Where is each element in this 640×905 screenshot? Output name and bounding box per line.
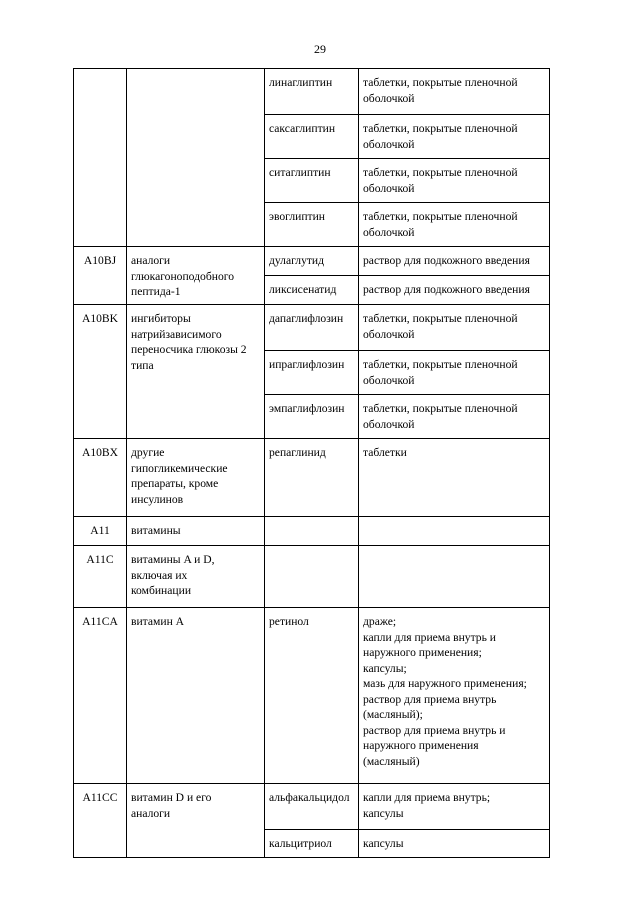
dosage-form-cell: драже; капли для приема внутрь и наружного применения; капсулы; мазь для наружного применения; раствор для приема внутрь (масляный); раствор для приема внутрь и наружного применения (масляный): [359, 608, 550, 784]
atc-code-cell: A11CC: [74, 784, 127, 858]
dosage-form-cell: капсулы: [359, 830, 550, 858]
dosage-form-cell: таблетки, покрытые пленочной оболочкой: [359, 69, 550, 115]
drug-name-cell: саксаглиптин: [265, 115, 359, 159]
atc-code-cell: A11C: [74, 546, 127, 608]
drug-name-cell: ретинол: [265, 608, 359, 784]
table-row: [74, 546, 550, 608]
atc-code-cell: A11: [74, 517, 127, 546]
drug-name-cell: кальцитриол: [265, 830, 359, 858]
table-row: [74, 517, 550, 546]
dosage-form-cell: таблетки, покрытые пленочной оболочкой: [359, 159, 550, 203]
group-cell: [127, 69, 265, 247]
drug-name-cell: дапаглифлозин: [265, 305, 359, 351]
dosage-form-cell: таблетки, покрытые пленочной оболочкой: [359, 203, 550, 247]
drug-name-cell: ипраглифлозин: [265, 351, 359, 395]
atc-code-cell: A11CA: [74, 608, 127, 784]
table-row: [74, 784, 550, 830]
drug-name-cell: линаглиптин: [265, 69, 359, 115]
drug-name-cell: репаглинид: [265, 439, 359, 517]
drug-name-cell: эмпаглифлозин: [265, 395, 359, 439]
dosage-form-cell: [359, 517, 550, 546]
dosage-form-cell: раствор для подкожного введения: [359, 247, 550, 276]
group-cell: ингибиторы натрийзависимого переносчика глюкозы 2 типа: [127, 305, 265, 439]
drug-name-cell: ситаглиптин: [265, 159, 359, 203]
atc-code-cell: A10BX: [74, 439, 127, 517]
table-row: [74, 69, 550, 115]
dosage-form-cell: таблетки, покрытые пленочной оболочкой: [359, 395, 550, 439]
drug-name-cell: ликсисенатид: [265, 276, 359, 305]
atc-code-cell: [74, 69, 127, 247]
group-cell: другие гипогликемические препараты, кроме инсулинов: [127, 439, 265, 517]
table-row: [74, 305, 550, 351]
dosage-form-cell: таблетки, покрытые пленочной оболочкой: [359, 305, 550, 351]
dosage-form-cell: раствор для подкожного введения: [359, 276, 550, 305]
dosage-form-cell: таблетки: [359, 439, 550, 517]
drug-name-cell: альфакальцидол: [265, 784, 359, 830]
dosage-form-cell: таблетки, покрытые пленочной оболочкой: [359, 351, 550, 395]
table-row: [74, 608, 550, 784]
group-cell: витамины: [127, 517, 265, 546]
drug-name-cell: [265, 546, 359, 608]
group-cell: витамин D и его аналоги: [127, 784, 265, 858]
dosage-form-cell: [359, 546, 550, 608]
drug-name-cell: [265, 517, 359, 546]
page-number: 29: [314, 42, 326, 56]
atc-code-cell: A10BJ: [74, 247, 127, 305]
drug-name-cell: дулаглутид: [265, 247, 359, 276]
drug-table: [73, 68, 550, 858]
table-row: [74, 247, 550, 276]
group-cell: витамин A: [127, 608, 265, 784]
dosage-form-cell: капли для приема внутрь; капсулы: [359, 784, 550, 830]
table-row: [74, 439, 550, 517]
group-cell: аналоги глюкагоноподобного пептида-1: [127, 247, 265, 305]
group-cell: витамины A и D, включая их комбинации: [127, 546, 265, 608]
atc-code-cell: A10BK: [74, 305, 127, 439]
drug-name-cell: эвоглиптин: [265, 203, 359, 247]
dosage-form-cell: таблетки, покрытые пленочной оболочкой: [359, 115, 550, 159]
